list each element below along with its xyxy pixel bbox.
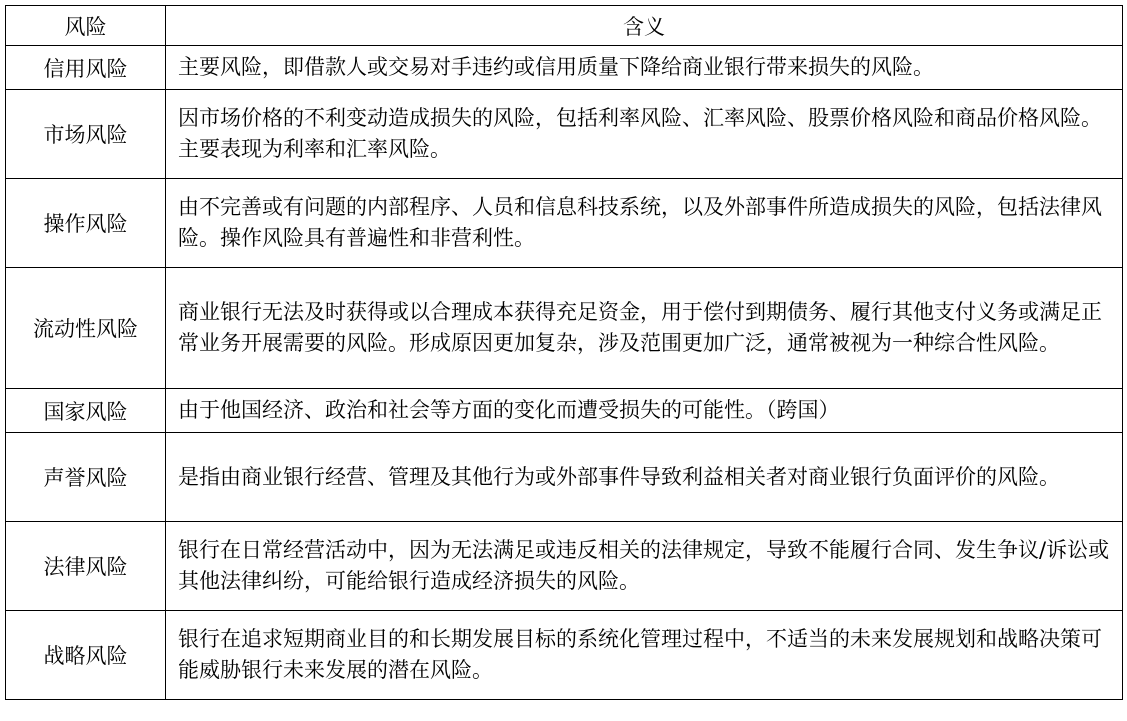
risk-name-operational: 操作风险 — [6, 179, 166, 268]
risk-desc-country: 由于他国经济、政治和社会等方面的变化而遭受损失的可能性。（跨国） — [166, 389, 1123, 433]
risk-desc-market: 因市场价格的不利变动造成损失的风险，包括利率风险、汇率风险、股票价格风险和商品价格风险。主要表现为利率和汇率风险。 — [166, 90, 1123, 179]
risk-name-country: 国家风险 — [6, 389, 166, 433]
risk-desc-legal: 银行在日常经营活动中，因为无法满足或违反相关的法律规定，导致不能履行合同、发生争议/诉讼或其他法律纠纷，可能给银行造成经济损失的风险。 — [166, 522, 1123, 611]
risk-name-credit: 信用风险 — [6, 46, 166, 90]
risk-desc-strategic: 银行在追求短期商业目的和长期发展目标的系统化管理过程中，不适当的未来发展规划和战略决策可能威胁银行未来发展的潜在风险。 — [166, 611, 1123, 700]
table-row — [6, 433, 1123, 522]
risk-desc-operational: 由不完善或有问题的内部程序、人员和信息科技系统，以及外部事件所造成损失的风险，包括法律风险。操作风险具有普遍性和非营利性。 — [166, 179, 1123, 268]
risk-desc-credit: 主要风险，即借款人或交易对手违约或信用质量下降给商业银行带来损失的风险。 — [166, 46, 1123, 90]
header-meaning: 含义 — [166, 6, 1123, 46]
table-row — [6, 611, 1123, 700]
table-row — [6, 389, 1123, 433]
table-row — [6, 522, 1123, 611]
risk-table — [5, 5, 1123, 700]
risk-table-container — [5, 5, 1122, 700]
risk-desc-reputation: 是指由商业银行经营、管理及其他行为或外部事件导致利益相关者对商业银行负面评价的风险。 — [166, 433, 1123, 522]
risk-name-reputation: 声誉风险 — [6, 433, 166, 522]
table-row — [6, 46, 1123, 90]
table-row — [6, 179, 1123, 268]
table-row — [6, 90, 1123, 179]
table-row — [6, 268, 1123, 389]
risk-name-legal: 法律风险 — [6, 522, 166, 611]
risk-desc-liquidity: 商业银行无法及时获得或以合理成本获得充足资金，用于偿付到期债务、履行其他支付义务或满足正常业务开展需要的风险。形成原因更加复杂，涉及范围更加广泛，通常被视为一种综合性风险。 — [166, 268, 1123, 389]
risk-name-strategic: 战略风险 — [6, 611, 166, 700]
risk-name-liquidity: 流动性风险 — [6, 268, 166, 389]
risk-name-market: 市场风险 — [6, 90, 166, 179]
table-header-row — [6, 6, 1123, 46]
header-risk: 风险 — [6, 6, 166, 46]
